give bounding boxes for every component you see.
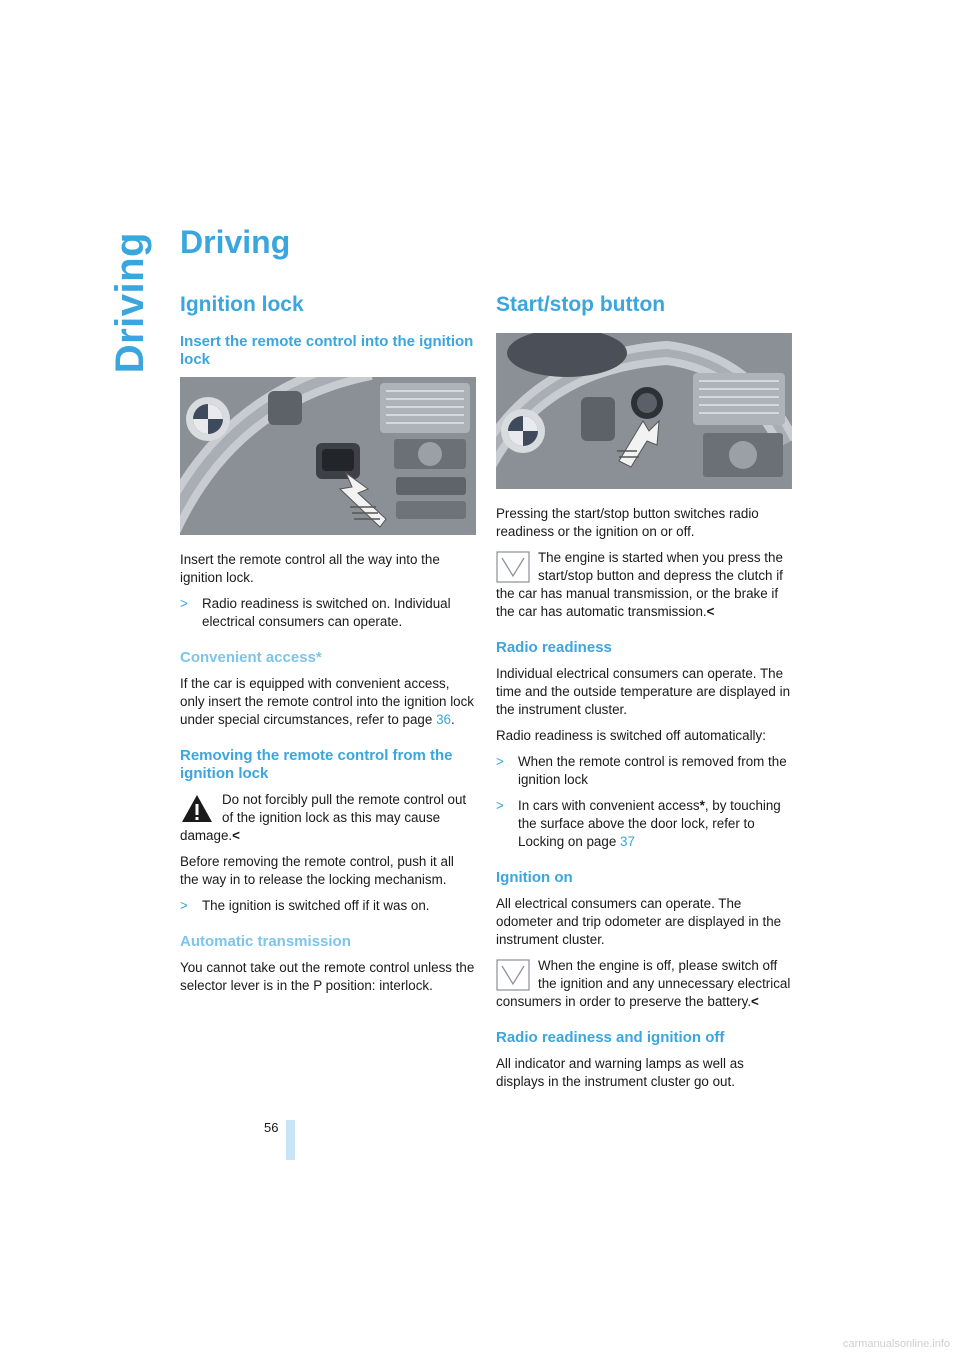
end-mark: <: [232, 828, 240, 844]
radio-off-text: Radio readiness is switched off automatically:: [496, 728, 766, 744]
list-item: [180, 595, 476, 631]
bullet-mark: >: [180, 898, 188, 914]
list-item: [180, 897, 476, 915]
insert-text: Insert the remote control all the way into the ignition lock.: [180, 552, 440, 586]
end-mark: <: [706, 604, 715, 620]
footer-watermark: carmanualsonline.info: [842, 1338, 950, 1350]
left-column: [180, 292, 476, 1003]
info-note: When the engine is off, please switch off the ignition and any unnecessary electrical consumers in order to preserve the battery.<: [496, 958, 791, 1010]
before-removing-text: Before removing the remote control, push it all the way in to release the locking mechanism.: [180, 854, 454, 888]
note-arrow-icon: [496, 959, 530, 991]
list-item: [496, 797, 792, 851]
ignition-lock-photo: [180, 377, 476, 535]
bullet-text: In cars with convenient access*, by touching the surface above the door lock, refer to Locking on page 37: [518, 798, 781, 850]
radio-readiness-text: Individual electrical consumers can operate. The time and the outside temperature are displayed in the instrument cluster.: [496, 666, 791, 718]
radio-readiness-heading: Radio readiness: [496, 639, 612, 657]
ignition-on-heading: Ignition on: [496, 869, 573, 887]
bullet-mark: >: [496, 754, 504, 770]
convenient-access-heading: Convenient access*: [180, 649, 322, 667]
info-note: The engine is started when you press the start/stop button and depress the clutch if the car has manual transmission, or the brake if the car has automatic transmission.<: [496, 550, 783, 620]
side-tab-chapter: Driving: [108, 232, 152, 374]
start-stop-button-photo: [496, 333, 792, 489]
convenient-access-text: If the car is equipped with convenient access, only insert the remote control into the ignition lock under special circumstances, refer to page 36.: [180, 676, 475, 728]
bullet-mark: >: [496, 798, 504, 814]
radio-and-ignition-off-heading: Radio readiness and ignition off: [496, 1029, 725, 1047]
radio-and-ignition-off-text: All indicator and warning lamps as well as displays in the instrument cluster go out.: [496, 1056, 744, 1090]
note-arrow-icon: [496, 551, 530, 583]
bullet-text: The ignition is switched off if it was on.: [202, 898, 430, 914]
page-link-36[interactable]: 36: [436, 712, 451, 728]
automatic-transmission-heading: Automatic transmission: [180, 933, 351, 951]
bullet-text: Radio readiness is switched on. Individual electrical consumers can operate.: [202, 596, 451, 630]
page-link-37[interactable]: 37: [620, 834, 635, 850]
list-item: [496, 753, 792, 789]
ignition-lock-heading: Ignition lock: [180, 293, 304, 316]
page-title: Driving: [180, 224, 291, 260]
ignition-on-text: All electrical consumers can operate. The odometer and trip odometer are displayed in the instrument cluster.: [496, 896, 782, 948]
right-column: [496, 292, 792, 1099]
removing-remote-heading: Removing the remote control from the ignition lock: [180, 747, 453, 783]
page-number: 56: [264, 1120, 279, 1135]
start-stop-heading: Start/stop button: [496, 293, 666, 316]
bullet-mark: >: [180, 596, 188, 612]
automatic-transmission-text: You cannot take out the remote control unless the selector lever is in the P position: interlock.: [180, 960, 475, 994]
end-mark: <: [751, 994, 759, 1010]
bullet-text: When the remote control is removed from the ignition lock: [518, 754, 787, 788]
page-number-bar: [286, 1120, 295, 1160]
insert-remote-heading: Insert the remote control into the ignition lock: [180, 333, 474, 369]
warning-note: Do not forcibly pull the remote control out of the ignition lock as this may cause damage.<: [180, 792, 467, 844]
warning-triangle-icon: [180, 793, 214, 825]
optional-asterisk: *: [699, 798, 705, 814]
pressing-text: Pressing the start/stop button switches radio readiness or the ignition on or off.: [496, 506, 759, 540]
